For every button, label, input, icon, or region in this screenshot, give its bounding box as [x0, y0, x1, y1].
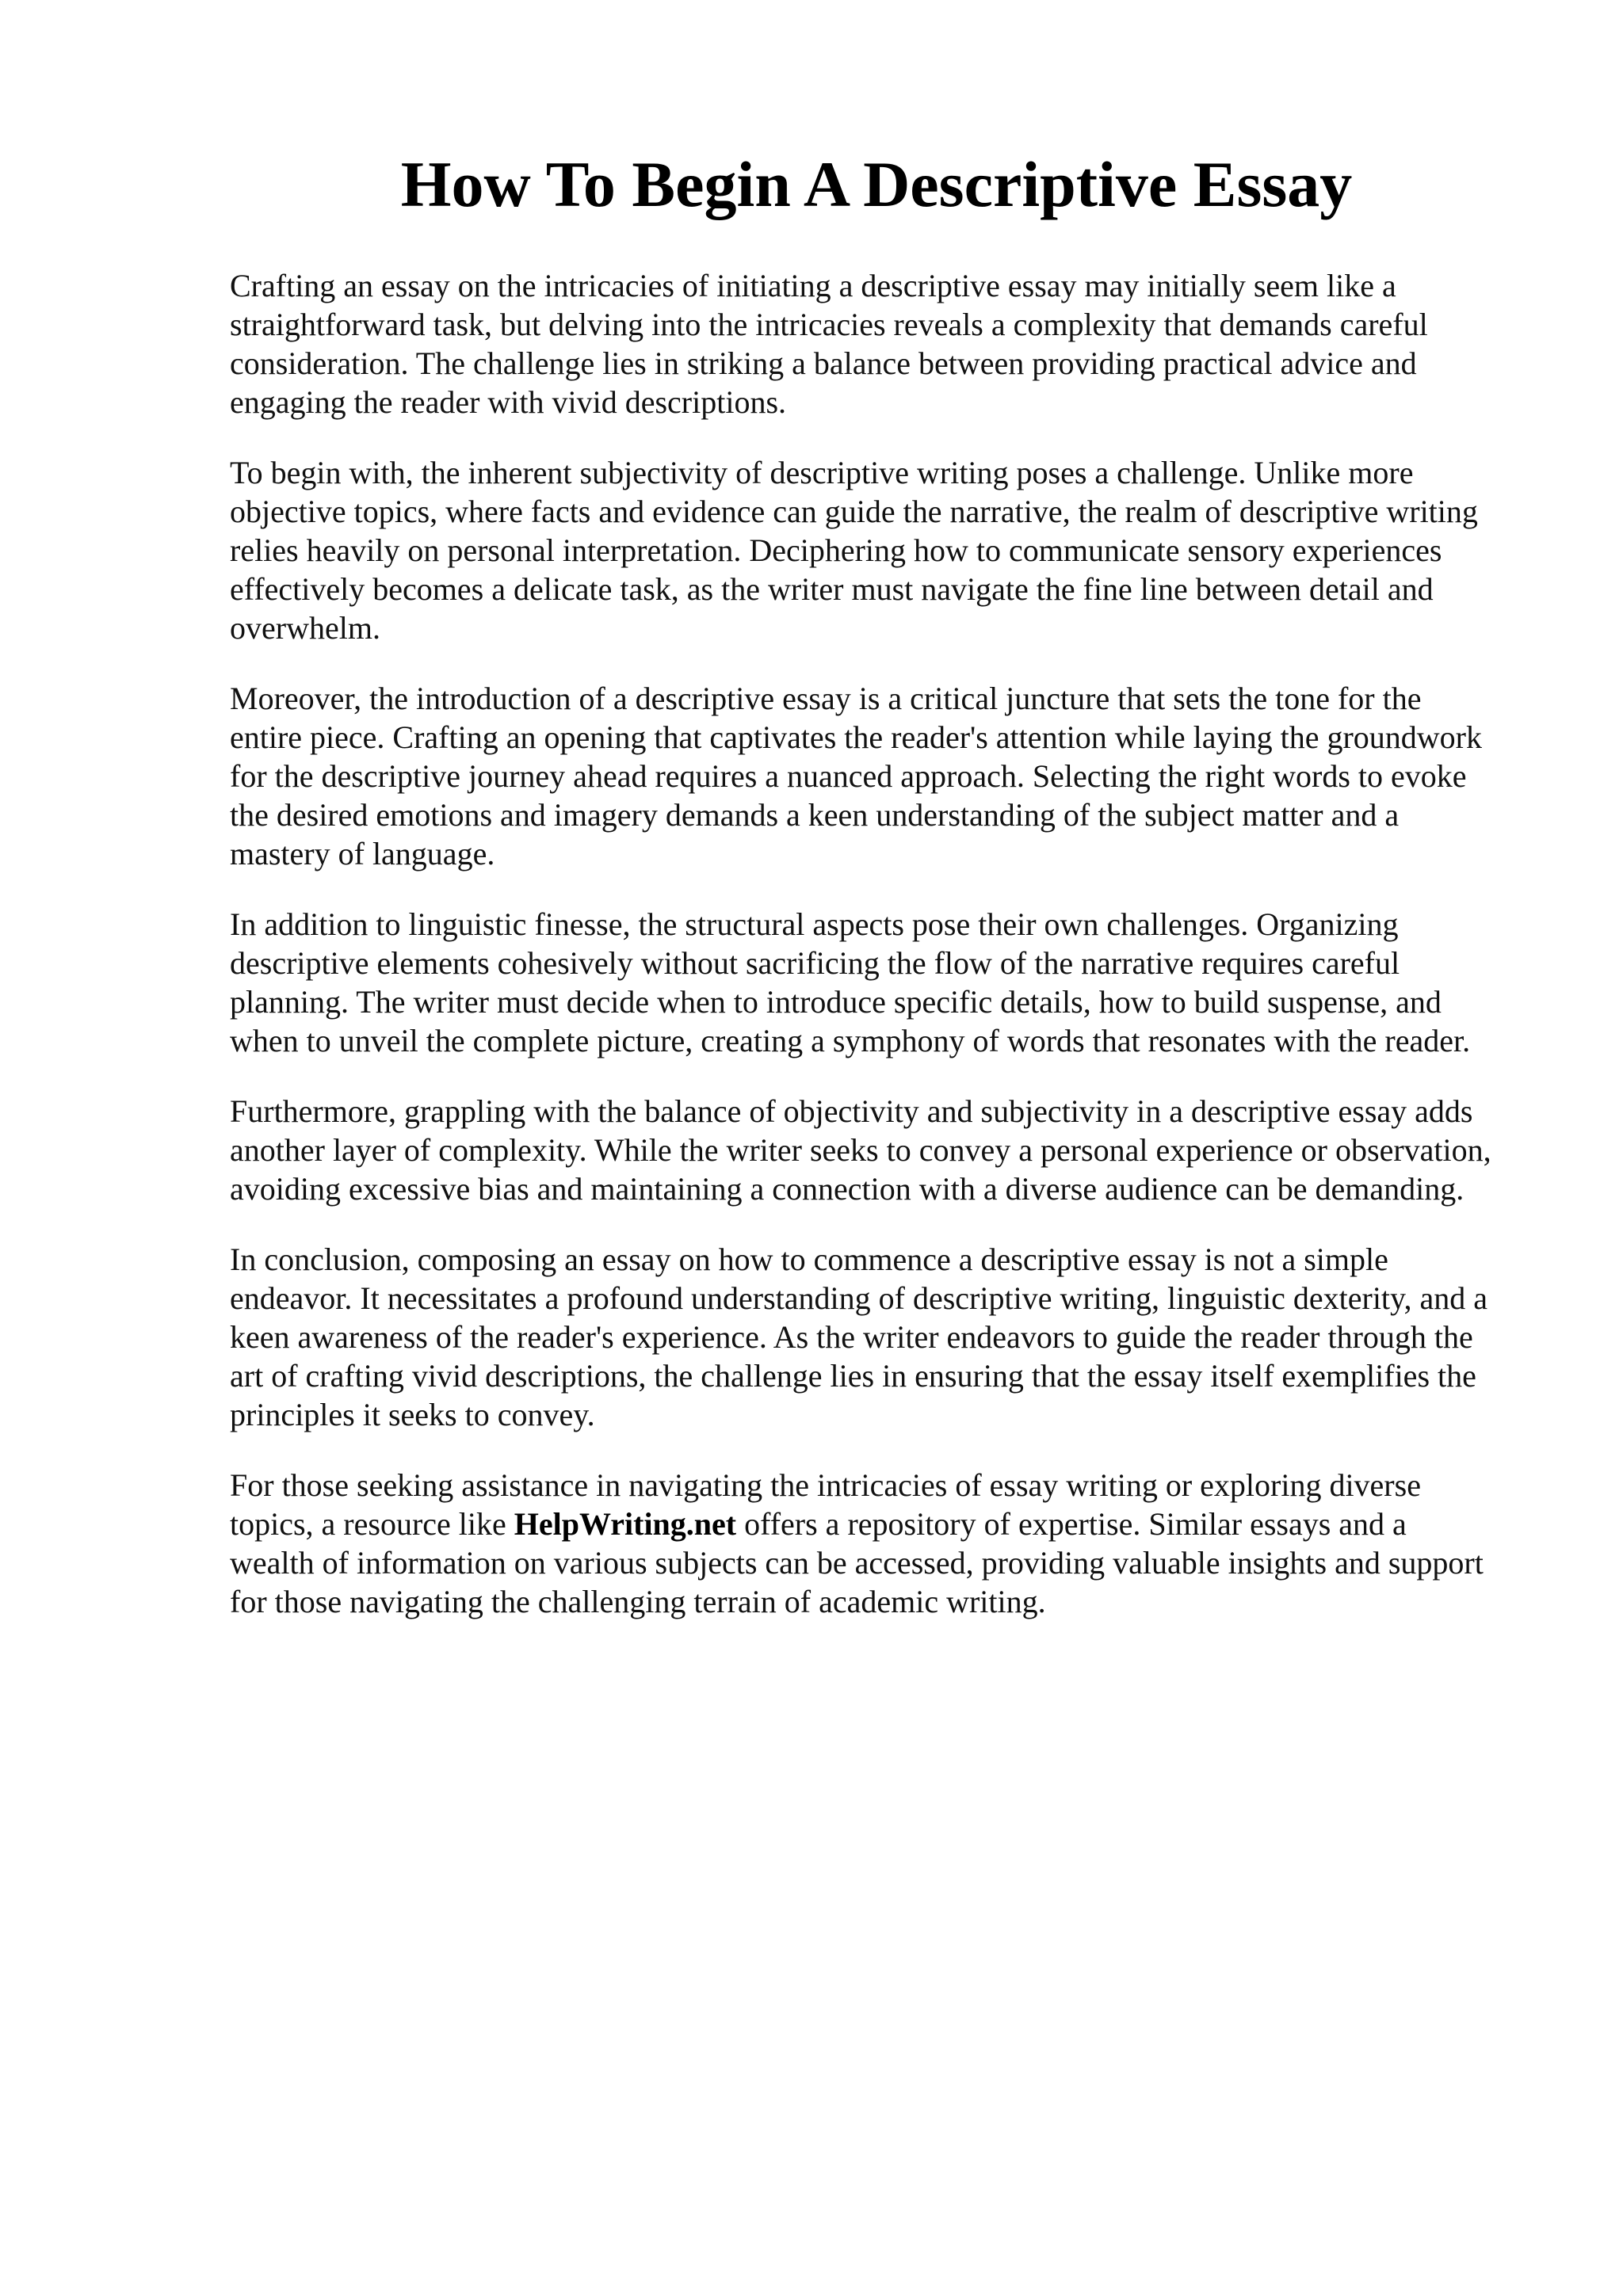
paragraph-subjectivity: To begin with, the inherent subjectivity of descriptive writing poses a challenge. Unlike more objective topics, where facts and evidence can guide the narrative, the realm of descriptive writing relies heavily on personal interpretation. Deciphering how to communicate sensory experiences effectively becomes a delicate task, as the writer must navigate the fine line between detail and overwhelm.: [230, 455, 1478, 646]
resource-text-after: offers a repository of expertise. Similar essays and a wealth of information on various subjects can be accessed, providing valuable insights and support for those navigating the challenging terrain of academic writing.: [230, 1506, 1484, 1619]
paragraph-conclusion: In conclusion, composing an essay on how to commence a descriptive essay is not a simple endeavor. It necessitates a profound understanding of descriptive writing, linguistic dexterity, and a keen awareness of the reader's experience. As the writer endeavors to guide the reader through the art of crafting vivid descriptions, the challenge lies in ensuring that the essay itself exemplifies the principles it seeks to convey.: [230, 1241, 1487, 1432]
paragraph-objectivity: Furthermore, grappling with the balance of objectivity and subjectivity in a descriptive essay adds another layer of complexity. While the writer seeks to convey a personal experience or observation, avoiding excessive bias and maintaining a connection with a diverse audience can be demanding.: [230, 1093, 1491, 1207]
paragraph-intro: Crafting an essay on the intricacies of initiating a descriptive essay may initially seem like a straightforward task, but delving into the intricacies reveals a complexity that demands careful consideration. The challenge lies in striking a balance between providing practical advice and engaging the reader with vivid descriptions.: [230, 268, 1428, 420]
brand-helpwriting: HelpWriting.net: [514, 1506, 737, 1542]
paragraph-resource: [230, 1466, 1498, 1621]
paragraph-introduction: Moreover, the introduction of a descriptive essay is a critical juncture that sets the tone for the entire piece. Crafting an opening that captivates the reader's attention while laying the groundwork for the descriptive journey ahead requires a nuanced approach. Selecting the right words to evoke the desired emotions and imagery demands a keen understanding of the subject matter and a mastery of language.: [230, 681, 1482, 871]
resource-text-before: For those seeking assistance in navigating the intricacies of essay writing or exploring diverse topics, a resource like: [230, 1467, 1421, 1542]
document-title: How To Begin A Descriptive Essay: [400, 148, 1353, 220]
paragraph-structure: In addition to linguistic finesse, the structural aspects pose their own challenges. Organizing descriptive elements cohesively without sacrificing the flow of the narrative requires careful planning. The writer must decide when to introduce specific details, how to build suspense, and when to unveil the complete picture, creating a symphony of words that resonates with the reader.: [230, 906, 1471, 1058]
document-body: [230, 266, 1498, 1653]
